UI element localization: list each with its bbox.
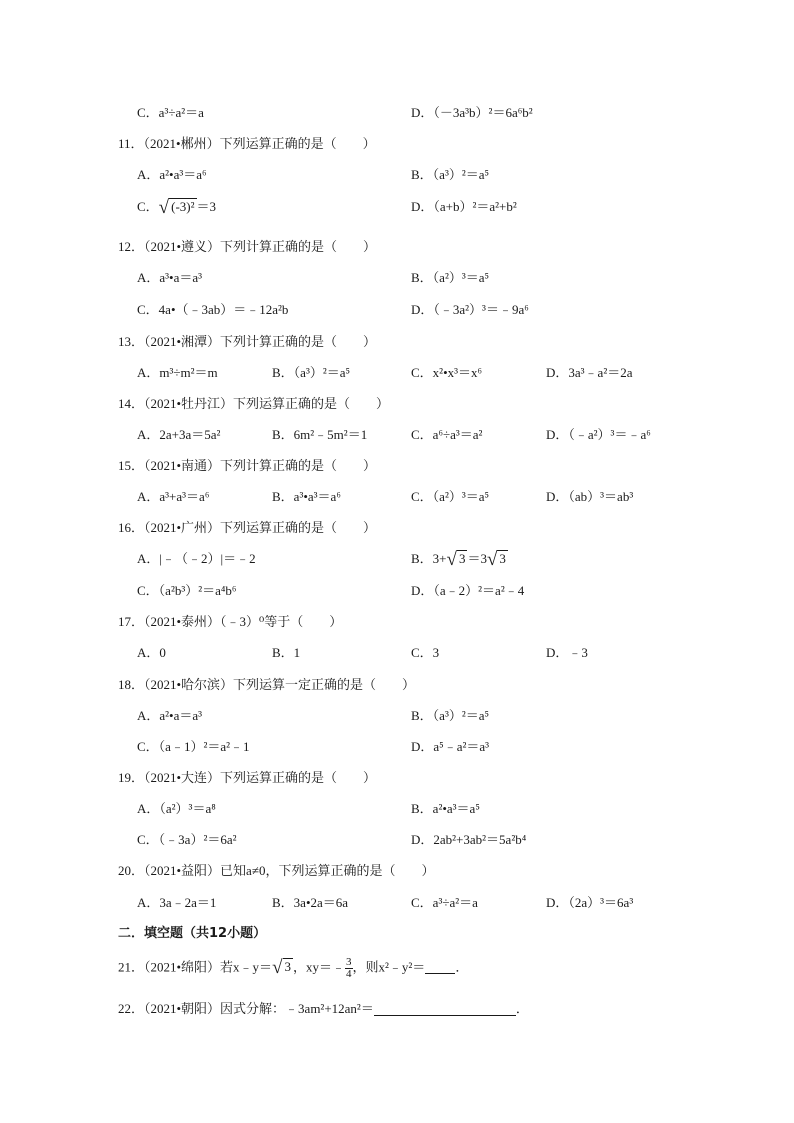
q20-option-a: A．3a﹣2a＝1 bbox=[137, 895, 217, 910]
q19-option-b: B．a²•a³＝a⁵ bbox=[411, 801, 480, 816]
fraction-numerator: 3 bbox=[346, 956, 352, 968]
q20-option-b: B．3a•2a＝6a bbox=[272, 895, 349, 910]
q16-option-c: C．（a²b³）²＝a⁴b⁶ bbox=[137, 583, 237, 598]
q17-stem: 17．（2021•泰州）（﹣3）⁰等于（ ） bbox=[118, 614, 343, 629]
q10-option-c: C．a³÷a²＝a bbox=[137, 105, 204, 120]
q11-option-d: D．（a+b）²＝a²+b² bbox=[411, 199, 517, 214]
sqrt-symbol: √ 3 bbox=[486, 549, 506, 570]
q13-option-b: B．（a³）²＝a⁵ bbox=[272, 365, 351, 380]
answer-blank[interactable] bbox=[374, 1001, 516, 1016]
q21-mid: ，xy＝﹣ bbox=[293, 959, 346, 975]
q16-radicand-1: 3 bbox=[458, 551, 466, 566]
q13-option-c: C．x²•x³＝x⁶ bbox=[411, 365, 483, 380]
q20-option-c: C．a³÷a²＝a bbox=[411, 895, 478, 910]
q19-option-c: C．（﹣3a）²＝6a² bbox=[137, 832, 237, 847]
q18-option-a: A．a²•a＝a³ bbox=[137, 708, 203, 723]
sqrt-symbol: √ 3 bbox=[272, 957, 291, 979]
q16-option-b bbox=[411, 550, 508, 569]
q17-option-a: A．0 bbox=[137, 645, 166, 660]
q21-suffix: ，则x²﹣y²＝ bbox=[352, 959, 426, 975]
fraction bbox=[345, 957, 353, 980]
answer-blank[interactable] bbox=[425, 959, 455, 974]
sqrt-symbol: √ 3 bbox=[446, 549, 466, 570]
q14-option-d: D．（﹣a²）³＝﹣a⁶ bbox=[546, 427, 651, 442]
q19-option-a: A．（a²）³＝a⁸ bbox=[137, 801, 216, 816]
q11-option-a: A．a²•a³＝a⁶ bbox=[137, 167, 207, 182]
q21-prefix: 21．（2021•绵阳）若x﹣y＝ bbox=[118, 959, 273, 975]
q15-option-d: D．（ab）³＝ab³ bbox=[546, 489, 634, 504]
q12-option-a: A．a³•a＝a³ bbox=[137, 270, 203, 285]
q16-option-d: D．（a﹣2）²＝a²﹣4 bbox=[411, 583, 525, 598]
q17-option-d: D．﹣3 bbox=[546, 645, 588, 660]
q15-option-c: C．（a²）³＝a⁵ bbox=[411, 489, 490, 504]
q14-option-c: C．a⁶÷a³＝a² bbox=[411, 427, 483, 442]
q11-stem: 11．（2021•郴州）下列运算正确的是（ ） bbox=[118, 136, 376, 151]
q16-option-b-mid: ＝3 bbox=[467, 551, 487, 566]
q12-option-c: C．4a•（﹣3ab）＝﹣12a²b bbox=[137, 302, 289, 317]
q21-end: ． bbox=[455, 959, 469, 975]
q12-option-d: D．（﹣3a²）³＝﹣9a⁶ bbox=[411, 302, 529, 317]
q18-option-c: C．（a﹣1）²＝a²﹣1 bbox=[137, 739, 250, 754]
q16-option-b-prefix: B．3+ bbox=[411, 551, 447, 566]
q21-radicand: 3 bbox=[284, 959, 291, 975]
q17-option-c: C．3 bbox=[411, 645, 440, 660]
q15-option-a: A．a³+a³＝a⁶ bbox=[137, 489, 210, 504]
q11-option-b: B．（a³）²＝a⁵ bbox=[411, 167, 490, 182]
fraction-denominator: 4 bbox=[346, 968, 352, 980]
q15-option-b: B．a³•a³＝a⁶ bbox=[272, 489, 341, 504]
q14-stem: 14．（2021•牡丹江）下列运算正确的是（ ） bbox=[118, 396, 390, 411]
q12-stem: 12．（2021•遵义）下列计算正确的是（ ） bbox=[118, 239, 377, 254]
q10-option-d: D．（－3a³b）²＝6a⁶b² bbox=[411, 105, 533, 120]
q22-prefix: 22．（2021•朝阳）因式分解：﹣3am²+12an²＝ bbox=[118, 1001, 374, 1016]
q19-option-d: D．2ab²+3ab²＝5a²b⁴ bbox=[411, 832, 527, 847]
q22-stem bbox=[118, 1000, 529, 1018]
q16-radicand-2: 3 bbox=[499, 551, 506, 566]
q11-option-c bbox=[137, 198, 216, 217]
q19-stem: 19．（2021•大连）下列运算正确的是（ ） bbox=[118, 770, 377, 785]
q14-option-a: A．2a+3a＝5a² bbox=[137, 427, 221, 442]
sqrt-symbol: √ (-3)² bbox=[158, 197, 195, 218]
q18-option-b: B．（a³）²＝a⁵ bbox=[411, 708, 490, 723]
q13-option-a: A．m³÷m²＝m bbox=[137, 365, 218, 380]
q11-option-c-prefix: C． bbox=[137, 199, 159, 214]
q12-option-b: B．（a²）³＝a⁵ bbox=[411, 270, 490, 285]
q21-stem bbox=[118, 957, 468, 980]
q20-option-d: D．（2a）³＝6a³ bbox=[546, 895, 634, 910]
q15-stem: 15．（2021•南通）下列计算正确的是（ ） bbox=[118, 458, 377, 473]
q18-stem: 18．（2021•哈尔滨）下列运算一定正确的是（ ） bbox=[118, 677, 416, 692]
section-heading: 二．填空题（共12小题） bbox=[118, 926, 267, 941]
q20-stem: 20．（2021•益阳）已知a≠0，下列运算正确的是（ ） bbox=[118, 863, 435, 878]
q13-stem: 13．（2021•湘潭）下列计算正确的是（ ） bbox=[118, 334, 377, 349]
q16-stem: 16．（2021•广州）下列运算正确的是（ ） bbox=[118, 520, 377, 535]
q14-option-b: B．6m²﹣5m²＝1 bbox=[272, 427, 368, 442]
q16-option-a: A．|﹣（﹣2）|＝﹣2 bbox=[137, 551, 256, 566]
q18-option-d: D．a⁵﹣a²＝a³ bbox=[411, 739, 490, 754]
q13-option-d: D．3a³﹣a²＝2a bbox=[546, 365, 633, 380]
q17-option-b: B．1 bbox=[272, 645, 301, 660]
q22-end: ． bbox=[515, 1001, 529, 1016]
q11-option-c-suffix: ＝3 bbox=[196, 199, 217, 214]
q11-radicand: (-3)² bbox=[171, 199, 195, 214]
